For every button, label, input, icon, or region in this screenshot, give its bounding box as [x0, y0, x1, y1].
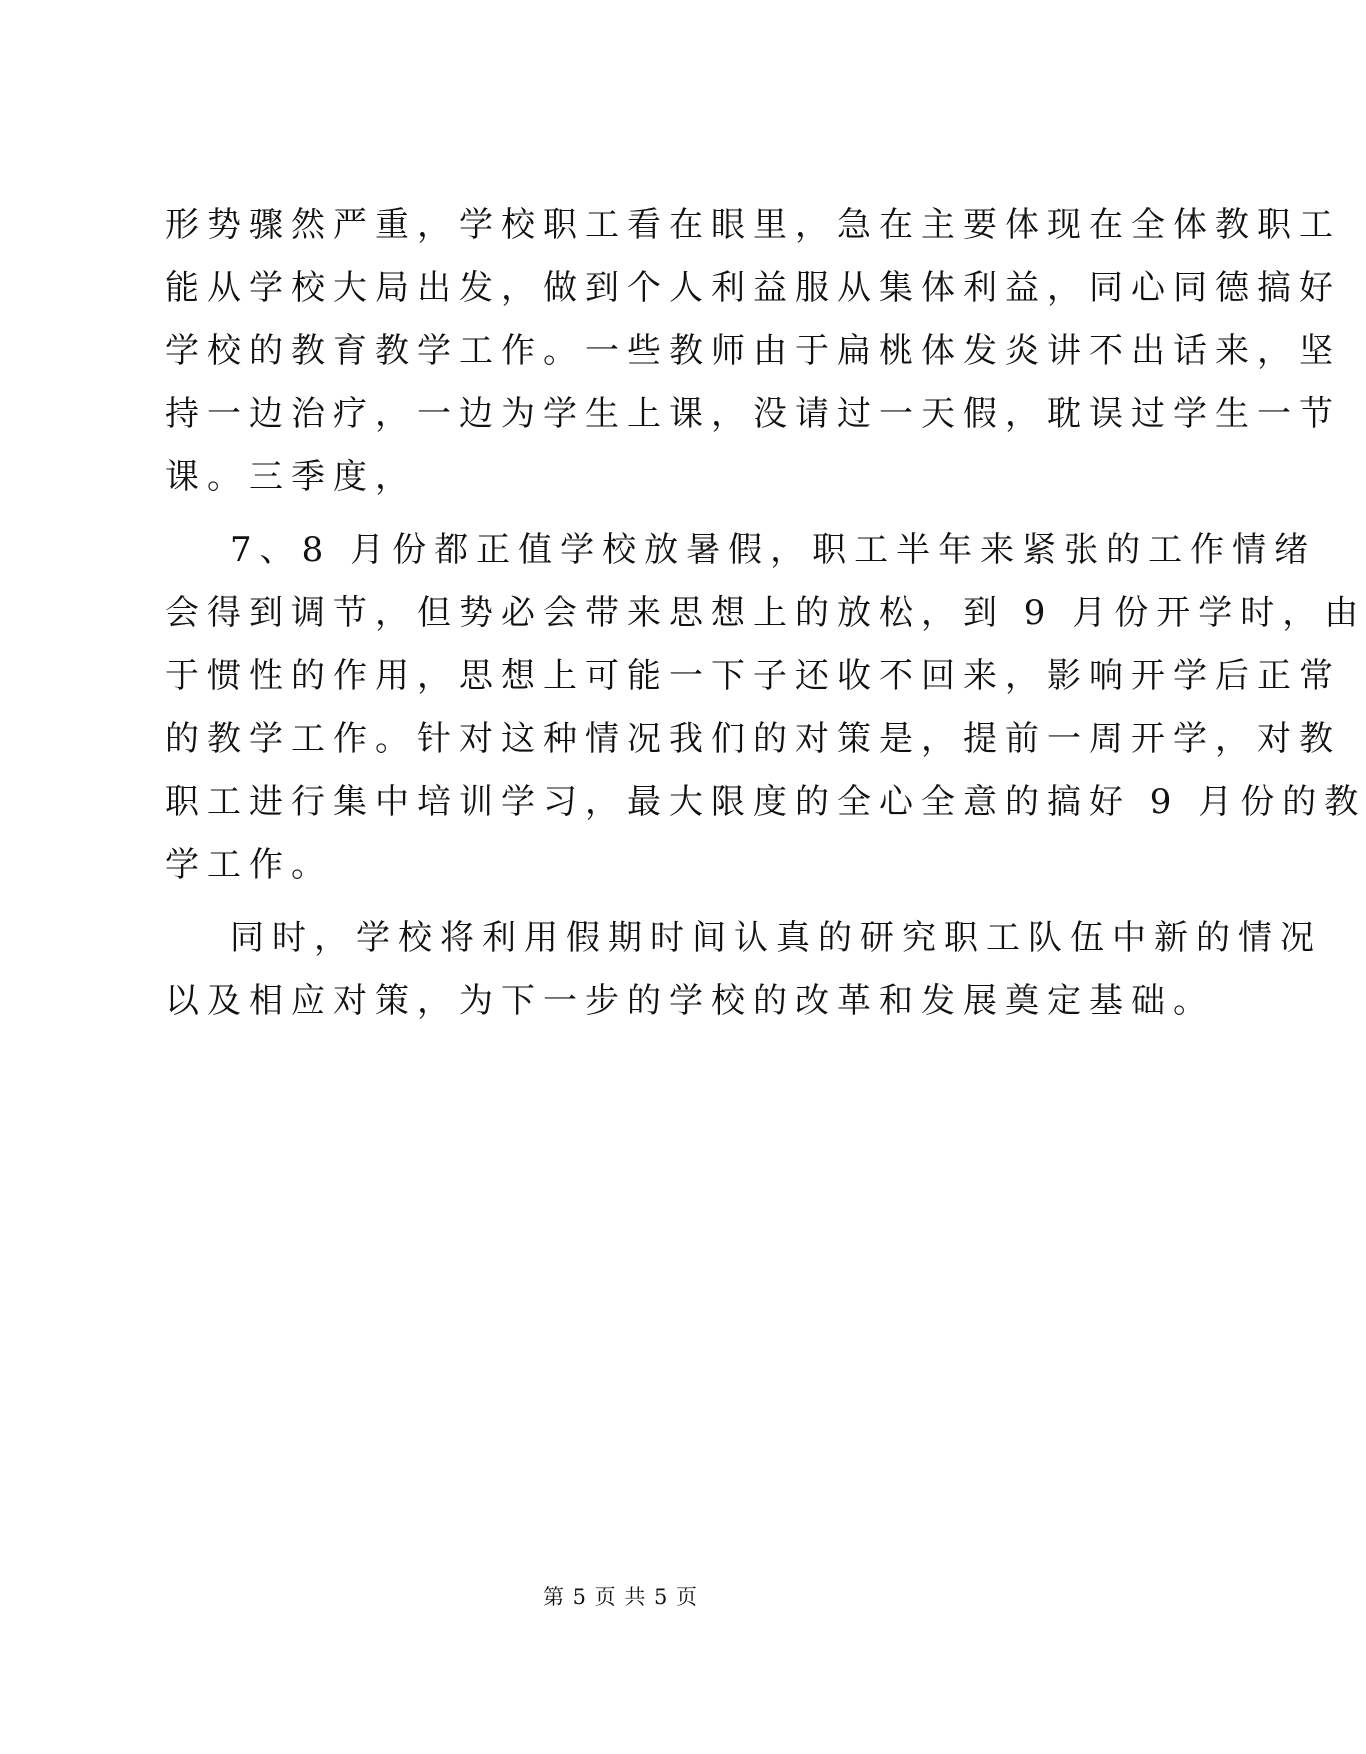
paragraph-line: 于惯性的作用，思想上可能一下子还收不回来，影响开学后正常	[165, 656, 1341, 696]
paragraph-line: 课。三季度，	[165, 457, 417, 497]
page-number-footer: 第 5 页 共 5 页	[542, 1585, 699, 1609]
paragraph-line: 以及相应对策，为下一步的学校的改革和发展奠定基础。	[165, 981, 1215, 1021]
paragraph-line: 持一边治疗，一边为学生上课，没请过一天假，耽误过学生一节	[165, 394, 1341, 434]
paragraph-line: 能从学校大局出发，做到个人利益服从集体利益，同心同德搞好	[165, 268, 1341, 308]
paragraph-line: 学校的教育教学工作。一些教师由于扁桃体发炎讲不出话来，坚	[165, 331, 1341, 371]
paragraph-line: 的教学工作。针对这种情况我们的对策是，提前一周开学，对教	[165, 719, 1341, 759]
paragraph-line: 同时，学校将利用假期时间认真的研究职工队伍中新的情况	[230, 918, 1322, 958]
paragraph-line: 学工作。	[165, 845, 333, 885]
paragraph-line: 会得到调节，但势必会带来思想上的放松，到 9 月份开学时，由	[165, 593, 1366, 633]
paragraph-line: 7、8 月份都正值学校放暑假，职工半年来紧张的工作情绪	[230, 530, 1317, 570]
paragraph-line: 形势骤然严重，学校职工看在眼里，急在主要体现在全体教职工	[165, 205, 1341, 245]
paragraph-line: 职工进行集中培训学习，最大限度的全心全意的搞好 9 月份的教	[165, 782, 1366, 822]
